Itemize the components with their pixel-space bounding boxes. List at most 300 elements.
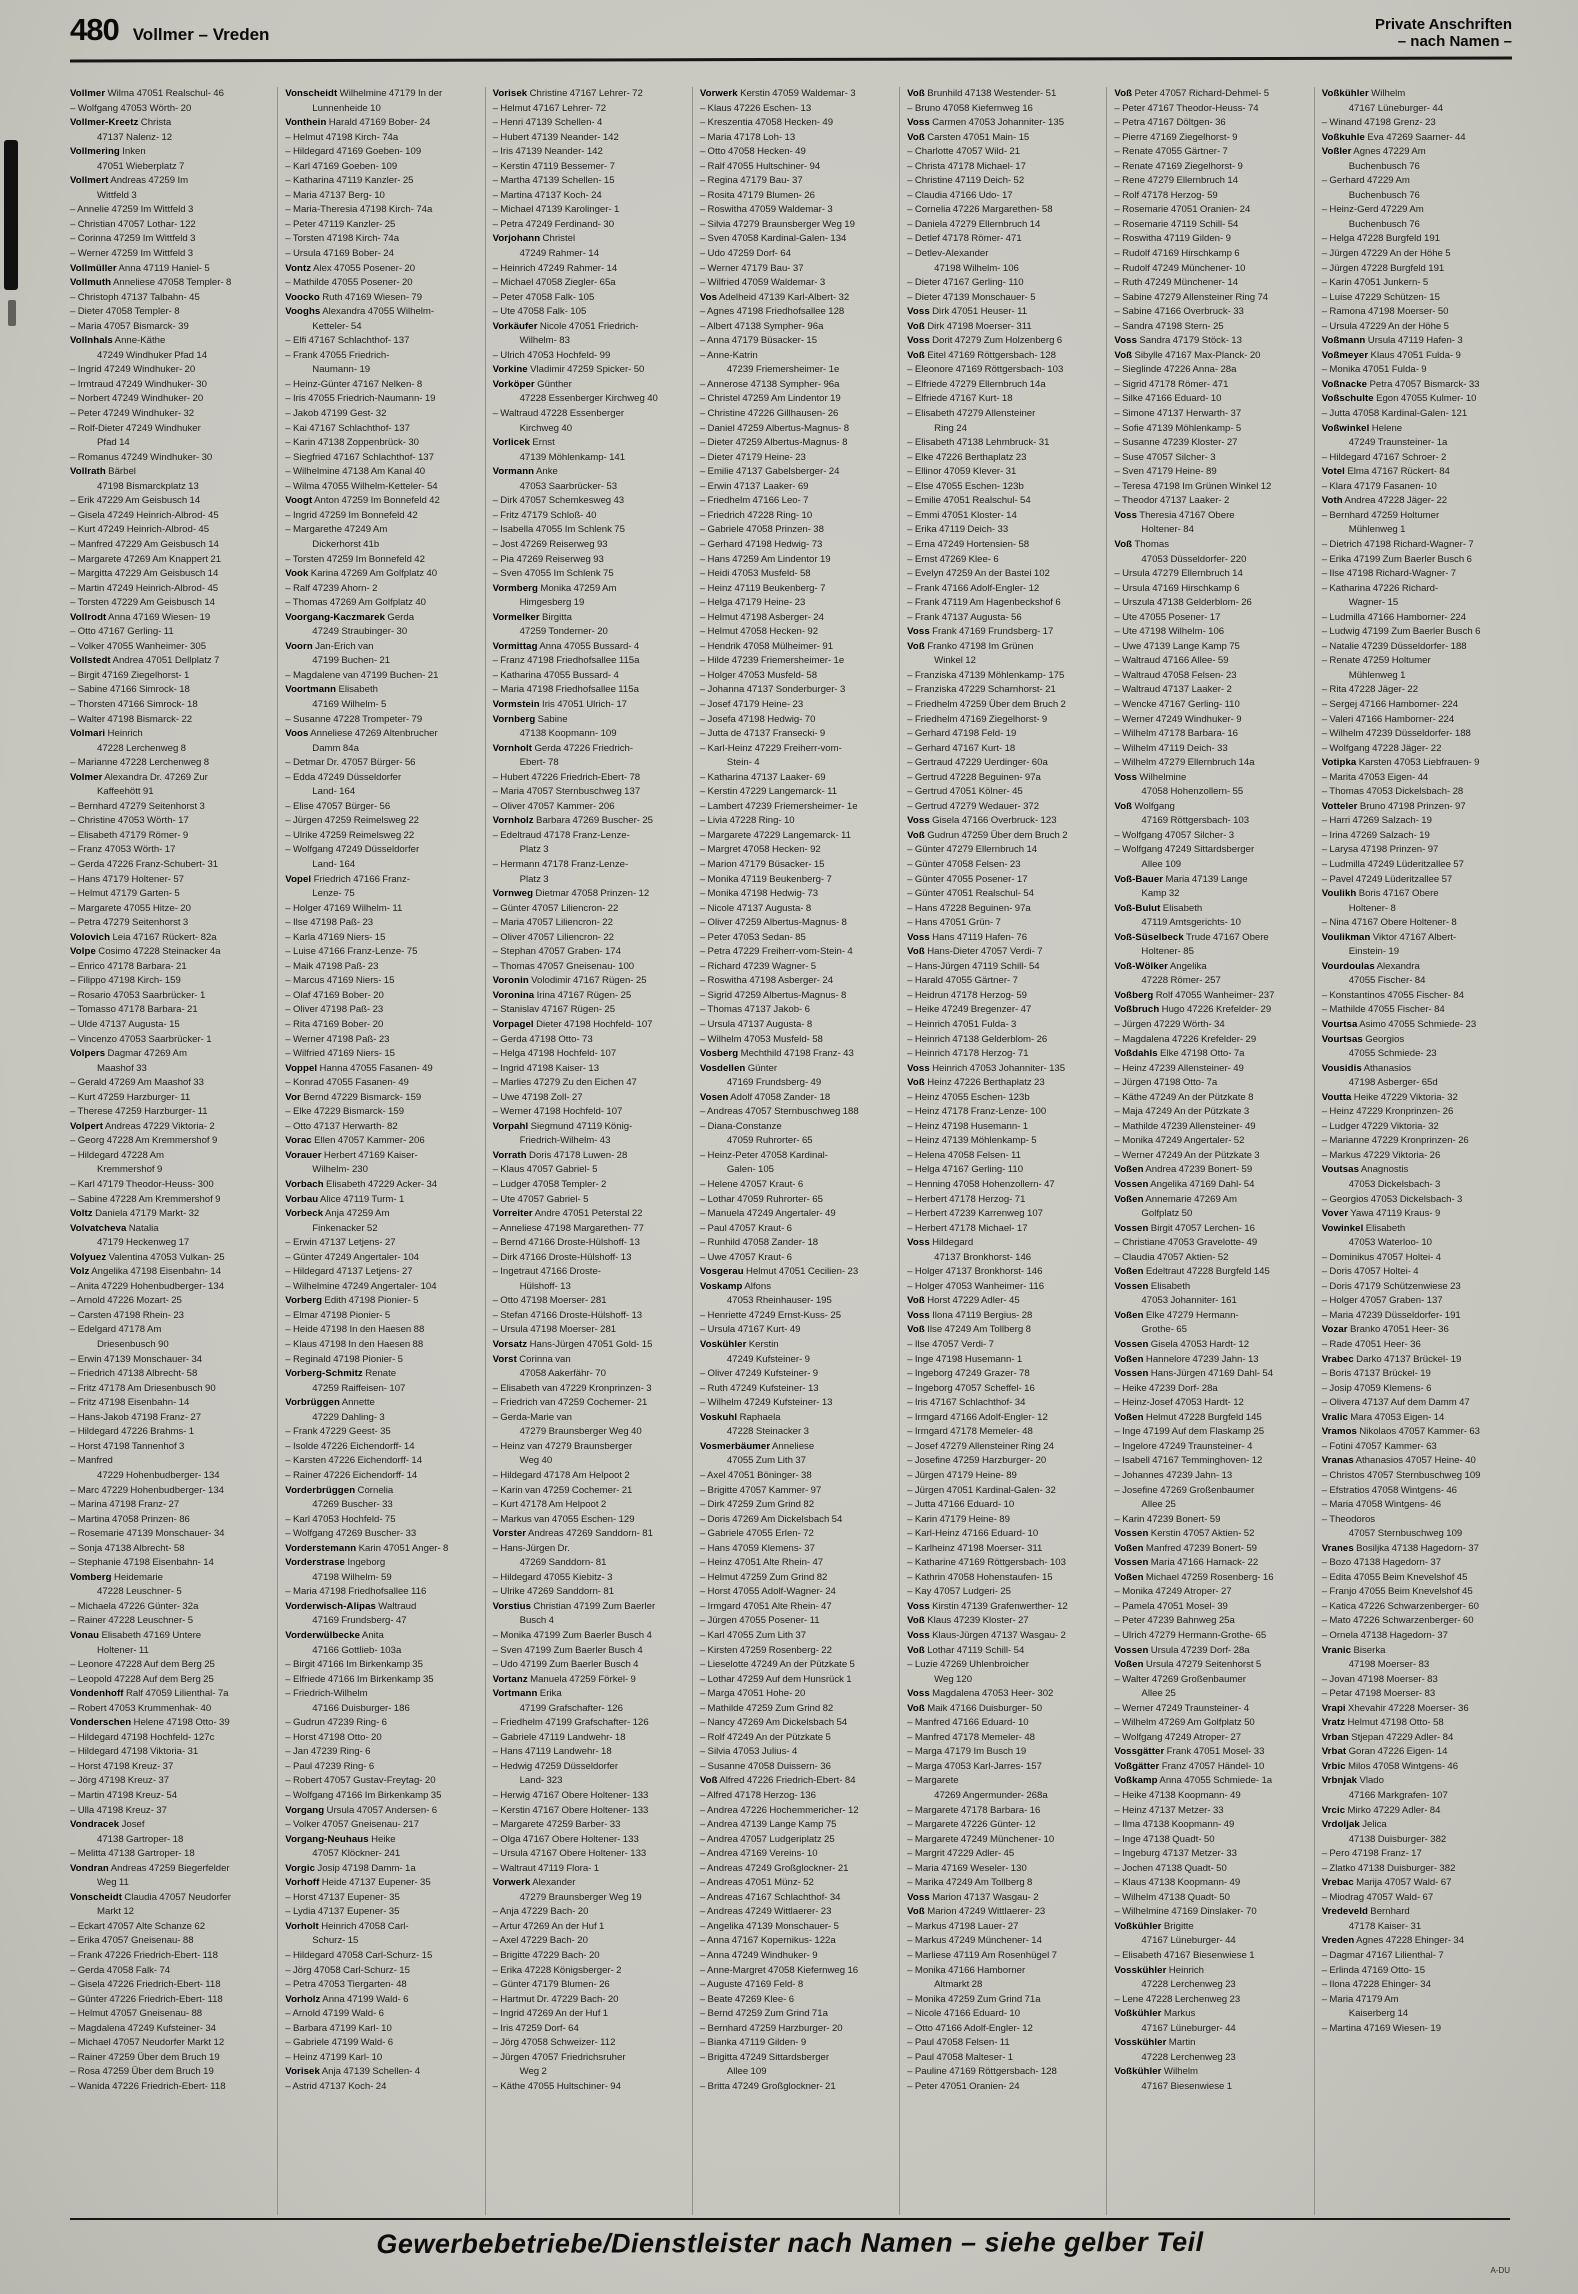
directory-entry: – Josefine 47269 Großenbaumer <box>1114 1484 1255 1496</box>
directory-entry: – Margarete 47178 Barbara- 16 <box>907 1804 1041 1816</box>
directory-entry: – Emilie 47051 Realschul- 54 <box>907 495 1031 507</box>
directory-entry: Driesenbusch 90 <box>97 1339 169 1351</box>
directory-entry: Voocko Ruth 47169 Wiesen- 79 <box>285 291 423 303</box>
directory-entry: Voronina Irina 47167 Rügen- 25 <box>492 989 632 1001</box>
directory-entry: – Werner 47179 Bau- 37 <box>699 262 804 274</box>
directory-entry: – Olaf 47169 Bober- 20 <box>285 989 384 1001</box>
directory-entry: Vowinkel Elisabeth <box>1321 1222 1406 1234</box>
directory-entry: – Andreas 47051 Münz- 52 <box>699 1877 814 1889</box>
directory-entry: – Sabine 47279 Allensteiner Ring 74 <box>1114 291 1269 303</box>
directory-entry: – Josef 47279 Allensteiner Ring 24 <box>907 1440 1054 1452</box>
directory-entry: – Petra 47053 Tiergarten- 48 <box>285 1979 407 1991</box>
directory-entry: – Angelika 47139 Monschauer- 5 <box>699 1920 839 1932</box>
directory-entry: – Silvia 47053 Julius- 4 <box>699 1746 798 1758</box>
directory-entry: – Christoph 47137 Talbahn- 45 <box>70 291 200 303</box>
directory-entry: Vormberg Monika 47259 Am <box>492 582 617 594</box>
directory-entry: – Wilhelmine 47138 Am Kanal 40 <box>285 466 426 478</box>
directory-entry: – Jörg 47058 Carl-Schurz- 15 <box>285 1964 410 1976</box>
directory-entry: – Hildegard 47198 Hochfeld- 127c <box>70 1731 215 1743</box>
directory-entry: Ring 24 <box>934 422 967 434</box>
directory-entry: 47228 Leuschner- 5 <box>97 1586 182 1598</box>
directory-entry: – Hendrik 47058 Mülheimer- 91 <box>699 640 834 652</box>
directory-entry: – Holger 47137 Bronkhorst- 146 <box>907 1266 1043 1278</box>
directory-entry: – Maria 47137 Berg- 10 <box>285 189 385 201</box>
directory-entry: – Hildegard 47167 Schroer- 2 <box>1321 451 1447 463</box>
directory-entry: Vooghs Alexandra 47055 Wilhelm- <box>285 306 435 318</box>
directory-entry: Vorderbrüggen Cornelia <box>285 1484 394 1496</box>
directory-entry: – Klaus 47138 Koopmann- 49 <box>1114 1877 1241 1889</box>
directory-entry: – Norbert 47249 Windhuker- 20 <box>70 393 204 405</box>
directory-entry: – Elisabeth 47138 Lehmbruck- 31 <box>907 437 1050 449</box>
directory-entry: Damm 84a <box>312 742 359 754</box>
directory-entry: – Friedhelm 47166 Leo- 7 <box>699 495 809 507</box>
directory-entry: – Günter 47051 Realschul- 54 <box>907 888 1034 900</box>
directory-entry: – Pamela 47051 Mosel- 39 <box>1114 1600 1228 1612</box>
directory-entry: – Pero 47198 Franz- 17 <box>1321 1848 1422 1860</box>
directory-entry: Vormelker Birgitta <box>492 611 572 623</box>
directory-entry: – Sven 47055 Im Schlenk 75 <box>492 568 614 580</box>
directory-entry: – Marga 47053 Karl-Jarres- 157 <box>907 1760 1042 1772</box>
directory-entry: – Petra 47229 Freiherr-vom-Stein- 4 <box>699 946 853 958</box>
directory-entry: – Monika 47166 Hamborner <box>907 1964 1026 1976</box>
directory-entry: – Ingrid 47249 Windhuker- 20 <box>70 364 196 376</box>
directory-entry: – Hans-Jürgen 47119 Schill- 54 <box>907 960 1040 972</box>
directory-entry: Voßen Michael 47259 Rosenberg- 16 <box>1114 1571 1274 1583</box>
directory-entry: – Frank 47137 Augusta- 56 <box>907 611 1022 623</box>
directory-entry: – Leopold 47228 Auf dem Berg 25 <box>70 1673 214 1685</box>
directory-entry: – Heike 47249 Bregenzer- 47 <box>907 1004 1032 1016</box>
directory-entry: – Edita 47055 Beim Knevelshof 45 <box>1321 1571 1468 1583</box>
directory-entry: Weg 11 <box>97 1877 129 1889</box>
directory-entry: – Wolfgang 47053 Wörth- 20 <box>70 102 192 114</box>
directory-entry: Wittfeld 3 <box>97 189 137 201</box>
directory-entry: – Ilona 47228 Ehinger- 34 <box>1321 1979 1431 1991</box>
directory-entry: – Christiane 47053 Gravelotte- 49 <box>1114 1237 1258 1249</box>
directory-entry: – Oliver 47057 Kammer- 206 <box>492 800 615 812</box>
directory-entry: Vosen Adolf 47058 Zander- 18 <box>699 1091 831 1103</box>
directory-column-2 <box>277 87 475 2215</box>
directory-entry: – Renate 47169 Ziegelhorst- 9 <box>1114 160 1243 172</box>
directory-entry: – Jan 47239 Ring- 6 <box>285 1746 371 1758</box>
directory-entry: – Fritz 47179 Schloß- 40 <box>492 509 597 521</box>
directory-entry: – Rita 47228 Jäger- 22 <box>1321 684 1419 696</box>
directory-entry: – Irmgard 47166 Adolf-Engler- 12 <box>907 1411 1048 1423</box>
directory-entry: Vollmer-Kreetz Christa <box>70 117 172 129</box>
directory-entry: – Jürgen 47051 Kardinal-Galen- 32 <box>907 1484 1056 1496</box>
directory-entry: – Ornela 47138 Hagedorn- 37 <box>1321 1629 1448 1641</box>
directory-entry: – Klaus 47198 In den Haesen 88 <box>285 1339 424 1351</box>
directory-entry: – Rudolf 47249 Münchener- 10 <box>1114 262 1246 274</box>
directory-entry: – Heinz 47119 Beukenberg- 7 <box>699 582 826 594</box>
directory-entry: Vollrath Bärbel <box>70 466 136 478</box>
directory-entry: Voß Lothar 47119 Schill- 54 <box>907 1644 1025 1656</box>
directory-entry: Voss Kirstin 47139 Grafenwerther- 12 <box>907 1600 1068 1612</box>
directory-entry: – Helmut 47259 Zum Grind 82 <box>699 1571 828 1583</box>
directory-entry: Vossen Angelika 47169 Dahl- 54 <box>1114 1179 1255 1191</box>
section-title <box>1375 12 1512 50</box>
directory-entry: 47259 Raiffeisen- 107 <box>312 1382 406 1394</box>
directory-entry: – Bruno 47058 Kiefernweg 16 <box>907 102 1033 114</box>
directory-entry: – Marika 47249 Am Tollberg 8 <box>907 1877 1033 1889</box>
directory-entry: Vosdellen Günter <box>699 1062 778 1074</box>
directory-entry: – Brigitte 47229 Bach- 20 <box>492 1950 600 1961</box>
directory-entry: – Harri 47269 Salzach- 19 <box>1321 815 1432 827</box>
directory-entry: – Paul 47057 Kraut- 6 <box>699 1222 792 1234</box>
directory-entry: – Sandra 47198 Stern- 25 <box>1114 320 1224 332</box>
directory-entry: 47249 Straubinger- 30 <box>312 626 408 638</box>
directory-entry: – Markus 47249 Münchener- 14 <box>907 1935 1042 1947</box>
directory-entry: Voß Alfred 47226 Friedrich-Ebert- 84 <box>699 1775 856 1787</box>
directory-entry: Voß Klaus 47239 Kloster- 27 <box>907 1615 1029 1627</box>
directory-entry: – Marianne 47229 Kronprinzen- 26 <box>1321 1135 1469 1147</box>
directory-entry: – Detlef 47178 Römer- 471 <box>907 233 1022 245</box>
directory-entry: – Elise 47057 Bürger- 56 <box>285 800 391 812</box>
directory-entry: – Auguste 47169 Feld- 8 <box>699 1979 804 1991</box>
directory-entry: – Torsten 47198 Kirch- 74a <box>285 233 400 245</box>
directory-entry: – Birgit 47169 Ziegelhorst- 1 <box>70 669 190 681</box>
directory-column-5 <box>899 87 1097 2215</box>
directory-entry: – Oliver 47259 Albertus-Magnus- 8 <box>699 917 847 929</box>
directory-entry: Altmarkt 28 <box>934 1979 983 1991</box>
directory-entry: 47119 Amtsgerichts- 10 <box>1141 917 1241 929</box>
directory-entry: 47249 Windhuker Pfad 14 <box>97 349 208 361</box>
directory-entry: – Pierre 47169 Ziegelhorst- 9 <box>1114 131 1238 143</box>
directory-entry: 47167 Lüneburger- 44 <box>1141 2022 1236 2034</box>
directory-entry: Grothe- 65 <box>1141 1324 1187 1336</box>
directory-entry: – Heinz 47139 Möhlenkamp- 5 <box>907 1135 1037 1147</box>
directory-entry: Voßen Ursula 47279 Seitenhorst 5 <box>1114 1659 1262 1671</box>
directory-entry: – Hubert 47226 Friedrich-Ebert- 78 <box>492 771 641 783</box>
directory-entry: – Ralf 47055 Hultschiner- 94 <box>699 160 821 172</box>
directory-entry: – Werner 47198 Hochfeld- 107 <box>492 1106 623 1118</box>
directory-entry: Vornholz Barbara 47269 Buscher- 25 <box>492 815 654 827</box>
directory-entry: – Ludmilla 47166 Hamborner- 224 <box>1321 611 1467 623</box>
directory-entry: 47229 Dahling- 3 <box>312 1411 385 1423</box>
directory-entry: 47198 Wilhelm- 106 <box>934 262 1019 274</box>
directory-entry: – Barbara 47199 Karl- 10 <box>285 2022 392 2034</box>
directory-entry: – Maria 47179 Am <box>1321 1993 1399 2005</box>
directory-entry: – Herbert 47178 Michael- 17 <box>907 1222 1028 1234</box>
directory-entry: 47167 Biesenwiese 1 <box>1141 2080 1233 2092</box>
directory-entry: – Heinrich 47138 Gelderblom- 26 <box>907 1033 1048 1045</box>
directory-entry: – Margarete 47249 Münchener- 10 <box>907 1833 1055 1845</box>
directory-entry: – Jost 47269 Reiserweg 93 <box>492 538 608 550</box>
directory-entry: – Axel 47051 Böninger- 38 <box>699 1469 812 1481</box>
directory-entry: 47199 Grafschafter- 126 <box>519 1702 623 1714</box>
directory-entry: Vorderstrase Ingeborg <box>285 1557 386 1569</box>
directory-entry: – Hilde 47239 Friemersheimer- 1e <box>699 655 845 667</box>
directory-entry: – Monika 47249 Angertaler- 52 <box>1114 1135 1245 1147</box>
directory-entry: – Zlatko 47138 Duisburger- 382 <box>1321 1862 1456 1874</box>
directory-entry: – Monika 47199 Zum Baerler Busch 4 <box>492 1629 652 1641</box>
directory-entry: Voßkuhle Eva 47269 Saarner- 44 <box>1321 131 1466 143</box>
directory-entry: – Margarete 47259 Barber- 33 <box>492 1819 621 1831</box>
directory-entry: Vosskühler Heinrich <box>1114 1964 1204 1976</box>
directory-entry: – Claudia 47166 Udo- 17 <box>907 189 1013 201</box>
directory-entry: – Ulrich 47279 Hermann-Grothe- 65 <box>1114 1629 1267 1641</box>
directory-entry: – Volker 47057 Gneisenau- 217 <box>285 1819 420 1831</box>
directory-entry: Maashof 33 <box>97 1062 147 1074</box>
directory-entry: Vollmering Inken <box>70 146 146 158</box>
directory-entry: – Marina 47198 Franz- 27 <box>70 1499 180 1511</box>
directory-entry: – Alfred 47178 Herzog- 136 <box>699 1789 816 1801</box>
print-registration-mark <box>4 140 18 290</box>
name-range: Vollmer – Vreden <box>132 25 270 44</box>
directory-entry: – Heidi 47053 Musfeld- 58 <box>699 568 811 580</box>
directory-entry: – Dieter 47179 Heine- 23 <box>699 451 806 463</box>
directory-entry: – Doris 47057 Holtei- 4 <box>1321 1266 1419 1278</box>
directory-entry: – Jutta 47166 Eduard- 10 <box>907 1499 1015 1511</box>
directory-entry: – Ingeburg 47137 Metzer- 33 <box>1114 1848 1237 1860</box>
directory-entry: – Jakob 47199 Gest- 32 <box>285 408 387 420</box>
directory-entry: – Daniela 47279 Ellernbruch 14 <box>907 218 1041 230</box>
directory-entry: – Franziska 47139 Möhlenkamp- 175 <box>907 669 1065 681</box>
directory-entry: – Kai 47167 Schlachthof- 137 <box>285 422 410 434</box>
directory-entry: Kremmershof 9 <box>97 1164 163 1176</box>
directory-entry: Land- 323 <box>519 1775 563 1787</box>
directory-entry: – Werner 47198 Paß- 23 <box>285 1033 390 1045</box>
directory-entry: – Elisabeth 47279 Allensteiner <box>907 408 1036 420</box>
directory-entry: Voßmann Ursula 47119 Hafen- 3 <box>1321 335 1463 347</box>
directory-entry: – Hans 47179 Holtener- 57 <box>70 873 184 885</box>
directory-entry: – Elfriede 47166 Im Birkenkamp 35 <box>285 1673 434 1685</box>
directory-entry: Volmer Alexandra Dr. 47269 Zur <box>70 771 208 783</box>
directory-entry: – Peter 47249 Windhuker- 32 <box>70 408 195 420</box>
directory-entry: Wilhelm- 230 <box>312 1164 368 1176</box>
directory-entry: Vorjohann Christel <box>492 233 576 245</box>
directory-entry: – Waltraud 47058 Felsen- 23 <box>1114 669 1237 681</box>
directory-entry: Allee 109 <box>726 2066 767 2078</box>
directory-entry: Pfad 14 <box>97 437 130 449</box>
directory-entry: – Romanus 47249 Windhuker- 30 <box>70 451 213 463</box>
directory-entry: 47239 Friemersheimer- 1e <box>726 364 840 376</box>
directory-entry: Einstein- 19 <box>1348 946 1400 958</box>
directory-entry: – Irmtraud 47249 Windhuker- 30 <box>70 378 207 390</box>
directory-entry: Voß Thomas <box>1114 538 1169 550</box>
directory-entry: Voskuhl Raphaela <box>699 1411 781 1423</box>
directory-entry: – Hans 47051 Grün- 7 <box>907 917 1001 929</box>
directory-entry: – Josip 47059 Klemens- 6 <box>1321 1382 1432 1394</box>
directory-entry: – Kerstin 47229 Langemarck- 11 <box>699 786 838 798</box>
directory-entry: Vourdoulas Alexandra <box>1321 960 1420 972</box>
directory-entry: – Anja 47229 Bach- 20 <box>492 1906 589 1918</box>
directory-entry: – Pauline 47169 Röttgersbach- 128 <box>907 2066 1057 2078</box>
directory-entry: – Maria 47239 Düsseldorfer- 191 <box>1321 1309 1461 1321</box>
directory-entry: – Lene 47228 Lerchenweg 23 <box>1114 1993 1241 2005</box>
directory-entry: – Frank 47119 Am Hagenbeckshof 6 <box>907 597 1061 609</box>
directory-entry: 47053 Waterloo- 10 <box>1348 1237 1433 1249</box>
directory-entry: – Brigitte 47057 Kammer- 97 <box>699 1484 822 1496</box>
directory-entry: – Iris 47139 Neander- 142 <box>492 146 603 158</box>
directory-entry: – Silke 47166 Eduard- 10 <box>1114 393 1222 405</box>
directory-entry: – Karsten 47226 Eichendorff- 14 <box>285 1455 423 1467</box>
directory-entry: – Sven 47179 Heine- 89 <box>1114 466 1217 478</box>
directory-entry: – Maria 47057 Liliencron- 22 <box>492 917 613 929</box>
directory-entry: Dickerhorst 41b <box>312 538 380 550</box>
directory-entry: Galen- 105 <box>726 1164 775 1176</box>
directory-entry: – Elfriede 47279 Ellernbruch 14a <box>907 378 1046 390</box>
directory-entry: – Ute 47055 Posener- 17 <box>1114 611 1221 623</box>
directory-entry: Holtener- 84 <box>1141 524 1194 536</box>
directory-entry: Vorpagel Dieter 47198 Hochfeld- 107 <box>492 1019 653 1030</box>
directory-entry: – Heinz 47137 Metzer- 33 <box>1114 1804 1224 1816</box>
directory-entry: – Peter 47167 Theodor-Heuss- 74 <box>1114 102 1259 114</box>
directory-entry: – Hans 47059 Klemens- 37 <box>699 1542 815 1554</box>
directory-entry: Voppel Hanna 47055 Fasanen- 49 <box>285 1062 433 1074</box>
directory-entry: – Ingeborg 47057 Scheffel- 16 <box>907 1382 1035 1394</box>
directory-entry: Vossgätter Frank 47051 Mosel- 33 <box>1114 1746 1265 1758</box>
directory-entry: 47229 Hohenbudberger- 134 <box>97 1469 220 1481</box>
directory-entry: – Luise 47229 Schützen- 15 <box>1321 291 1440 303</box>
directory-entry: – Kay 47057 Ludgeri- 25 <box>907 1586 1012 1598</box>
directory-entry: – Maria 47198 Friedhofsallee 116 <box>285 1586 427 1598</box>
directory-entry: – Günter 47058 Felsen- 23 <box>907 858 1021 870</box>
directory-entry: – Gisela 47226 Friedrich-Ebert- 118 <box>70 1979 221 1991</box>
header-rule <box>70 56 1512 62</box>
directory-entry: – Waltraud 47228 Essenberger <box>492 408 625 420</box>
directory-entry: Voßen Elke 47279 Hermann- <box>1114 1309 1239 1321</box>
directory-entry: Vorisek Anja 47139 Schellen- 4 <box>285 2066 421 2078</box>
directory-entry: – Hermann 47178 Franz-Lenze- <box>492 858 629 870</box>
directory-entry: – Bozo 47138 Hagedorn- 37 <box>1321 1557 1442 1569</box>
directory-entry: – Ute 47057 Gabriel- 5 <box>492 1193 589 1205</box>
directory-entry: Voßkamp Anna 47055 Schmiede- 1a <box>1114 1775 1273 1787</box>
directory-entry: – Wolfgang 47057 Silcher- 3 <box>1114 829 1235 841</box>
directory-entry: Vorholt Heinrich 47058 Carl- <box>285 1920 409 1932</box>
directory-entry: Vorwerk Kerstin 47059 Waldemar- 3 <box>699 88 856 99</box>
directory-entry: – Sigrid 47259 Albertus-Magnus- 8 <box>699 989 847 1001</box>
directory-entry: – Kurt 47259 Harzburger- 11 <box>70 1091 191 1103</box>
directory-entry: – Marcus 47169 Niers- 15 <box>285 975 395 987</box>
directory-entry: Vorisek Christine 47167 Lehrer- 72 <box>492 88 643 99</box>
directory-entry: Voss Dorit 47279 Zum Holzenberg 6 <box>907 335 1063 347</box>
directory-entry: – Günter 47226 Friedrich-Ebert- 118 <box>70 1993 223 2005</box>
directory-entry: Kirchweg 40 <box>519 422 573 434</box>
directory-entry: – Stefan 47166 Droste-Hülshoff- 13 <box>492 1309 643 1321</box>
directory-entry: – Thomas 47137 Jakob- 6 <box>699 1004 810 1016</box>
directory-entry: – Helmut 47057 Gneisenau- 88 <box>70 2008 203 2020</box>
directory-entry: Vramos Nikolaos 47057 Kammer- 63 <box>1321 1426 1481 1438</box>
directory-entry: – Rene 47279 Ellernbruch 14 <box>1114 175 1239 187</box>
directory-entry: – Udo 47259 Dorf- 64 <box>699 248 791 260</box>
directory-entry: – Elisabeth van 47229 Kronprinzen- 3 <box>492 1382 652 1394</box>
directory-entry: – Peter 47058 Falk- 105 <box>492 291 595 303</box>
directory-entry: – Helene 47057 Kraut- 6 <box>699 1179 804 1191</box>
directory-entry: – Günter 47179 Blumen- 26 <box>492 1979 610 1991</box>
directory-entry: 47167 Lüneburger- 44 <box>1141 1935 1236 1947</box>
directory-entry: – Filippo 47198 Kirch- 159 <box>70 975 181 987</box>
directory-entry: – Ernst 47269 Klee- 6 <box>907 553 999 565</box>
directory-entry: – Karl 47055 Zum Lith 37 <box>699 1629 807 1641</box>
directory-entry: – Martina 47137 Koch- 24 <box>492 189 602 201</box>
directory-entry: – Urszula 47138 Gelderblom- 26 <box>1114 597 1252 609</box>
directory-entry: Vortmann Erika <box>492 1688 562 1700</box>
directory-entry: – Hedwig 47259 Düsseldorfer <box>492 1760 619 1772</box>
directory-entry: Voßen Manfred 47239 Bonert- 59 <box>1114 1542 1257 1554</box>
directory-entry: Vredeveld Bernhard <box>1321 1906 1410 1918</box>
directory-entry: Vossen Ursula 47239 Dorf- 28a <box>1114 1644 1250 1656</box>
directory-entry: – Brigitta 47249 Sittardsberger <box>699 2051 830 2063</box>
directory-entry: 47055 Fischer- 84 <box>1348 975 1426 987</box>
directory-entry: – Sonja 47138 Albrecht- 58 <box>70 1542 185 1554</box>
directory-entry: – Marion 47179 Büsacker- 15 <box>699 858 825 870</box>
directory-entry: – Bernhard 47259 Holtumer <box>1321 509 1440 521</box>
directory-entry: Voßgätter Franz 47057 Händel- 10 <box>1114 1760 1265 1772</box>
directory-entry: 47249 Kufsteiner- 9 <box>726 1353 810 1365</box>
directory-entry: – Waltraut 47119 Flora- 1 <box>492 1862 600 1874</box>
directory-entry: – Sven 47058 Kardinal-Galen- 134 <box>699 233 847 245</box>
directory-entry: – Oliver 47198 Paß- 23 <box>285 1004 384 1016</box>
directory-entry: – Martin 47249 Heinrich-Albrod- 45 <box>70 582 219 594</box>
directory-entry: Voß Marion 47249 Wittlaerer- 23 <box>907 1906 1046 1918</box>
directory-entry: – Nicole 47137 Augusta- 8 <box>699 902 812 914</box>
directory-entry: – Dagmar 47167 Lilienthal- 7 <box>1321 1950 1444 1961</box>
directory-entry: – Henning 47058 Hohenzollern- 47 <box>907 1179 1055 1191</box>
directory-entry: 47051 Wieberplatz 7 <box>97 160 185 172</box>
directory-entry: Vondran Andreas 47259 Biegerfelder <box>70 1862 230 1874</box>
directory-entry: Vornberg Sabine <box>492 713 568 725</box>
directory-entry: – Winand 47198 Grenz- 23 <box>1321 117 1436 129</box>
directory-entry: 47166 Markgrafen- 107 <box>1348 1789 1448 1801</box>
directory-entry: – Detlev-Alexander <box>907 248 989 260</box>
directory-entry: Vorrath Doris 47178 Luwen- 28 <box>492 1149 628 1161</box>
directory-entry: – Kurt 47249 Heinrich-Albrod- 45 <box>70 524 210 536</box>
directory-entry: – Stanislav 47167 Rügen- 25 <box>492 1004 616 1016</box>
directory-entry: Voß-Süselbeck Trude 47167 Obere <box>1114 931 1269 943</box>
directory-entry: – Heinz 47239 Allensteiner- 49 <box>1114 1062 1244 1074</box>
directory-entry: – Klara 47179 Fasanen- 10 <box>1321 480 1437 492</box>
directory-entry: – Torsten 47259 Im Bonnefeld 42 <box>285 553 425 565</box>
directory-entry: – Rosemarie 47051 Oranien- 24 <box>1114 204 1251 216</box>
directory-entry: – Robert 47053 Krummenhak- 40 <box>70 1702 212 1714</box>
directory-entry: – Iris 47259 Dorf- 64 <box>492 2022 579 2034</box>
directory-entry: Vosmerbäumer Anneliese <box>699 1440 815 1452</box>
directory-entry: – Christine 47053 Wörth- 17 <box>70 815 189 827</box>
directory-entry: – Hildegard 47137 Letjens- 27 <box>285 1266 413 1278</box>
directory-entry: Wilhelm- 83 <box>519 335 570 347</box>
directory-entry: 47259 Tonderner- 20 <box>519 626 608 638</box>
directory-entry: – Martin 47198 Kreuz- 54 <box>70 1789 178 1801</box>
directory-column-1 <box>70 87 268 2215</box>
directory-entry: – Thomas 47053 Dickelsbach- 28 <box>1321 786 1464 798</box>
directory-entry: – Sigrid 47178 Römer- 471 <box>1114 378 1229 390</box>
directory-entry: Vranic Biserka <box>1321 1644 1386 1656</box>
directory-entry: Vollstedt Andrea 47051 Dellplatz 7 <box>70 655 220 667</box>
directory-entry: Vorbach Elisabeth 47229 Acker- 34 <box>285 1179 438 1191</box>
directory-entry: – Carsten 47198 Rhein- 23 <box>70 1309 184 1321</box>
directory-entry: – Renate 47259 Holtumer <box>1321 655 1431 667</box>
section-title-line2: – nach Namen – <box>1397 33 1512 50</box>
directory-entry: Volyuez Valentina 47053 Vulkan- 25 <box>70 1251 225 1263</box>
directory-entry: – Rolf 47249 An der Pützkate 5 <box>699 1731 831 1743</box>
directory-entry: Vollmert Andreas 47259 Im <box>70 175 189 187</box>
directory-entry: Vornweg Dietmar 47058 Prinzen- 12 <box>492 888 650 900</box>
directory-entry: – Ute 47198 Wilhelm- 106 <box>1114 626 1225 638</box>
directory-entry: – Marga 47051 Hohe- 20 <box>699 1688 806 1700</box>
directory-entry: – Karin 47239 Bonert- 59 <box>1114 1513 1221 1525</box>
directory-entry: – Heinz 47055 Eschen- 123b <box>907 1091 1030 1103</box>
directory-entry: Voßler Agnes 47229 Am <box>1321 146 1426 158</box>
directory-entry: – Nicole 47166 Eduard- 10 <box>907 2008 1021 2020</box>
directory-entry: Vormann Anke <box>492 466 558 478</box>
directory-entry: Volovich Leia 47167 Rückert- 82a <box>70 931 217 943</box>
directory-entry: – Franz 47198 Friedhofsallee 115a <box>492 655 640 667</box>
directory-entry: – Mathilde 47239 Allensteiner- 49 <box>1114 1120 1256 1132</box>
directory-entry: 47198 Wilhelm- 59 <box>312 1571 392 1583</box>
directory-entry: Vor Bernd 47229 Bismarck- 159 <box>285 1091 422 1103</box>
directory-entry: – Roswitha 47198 Asberger- 24 <box>699 975 834 987</box>
directory-entry: – Margarete 47229 Langemarck- 11 <box>699 829 851 841</box>
